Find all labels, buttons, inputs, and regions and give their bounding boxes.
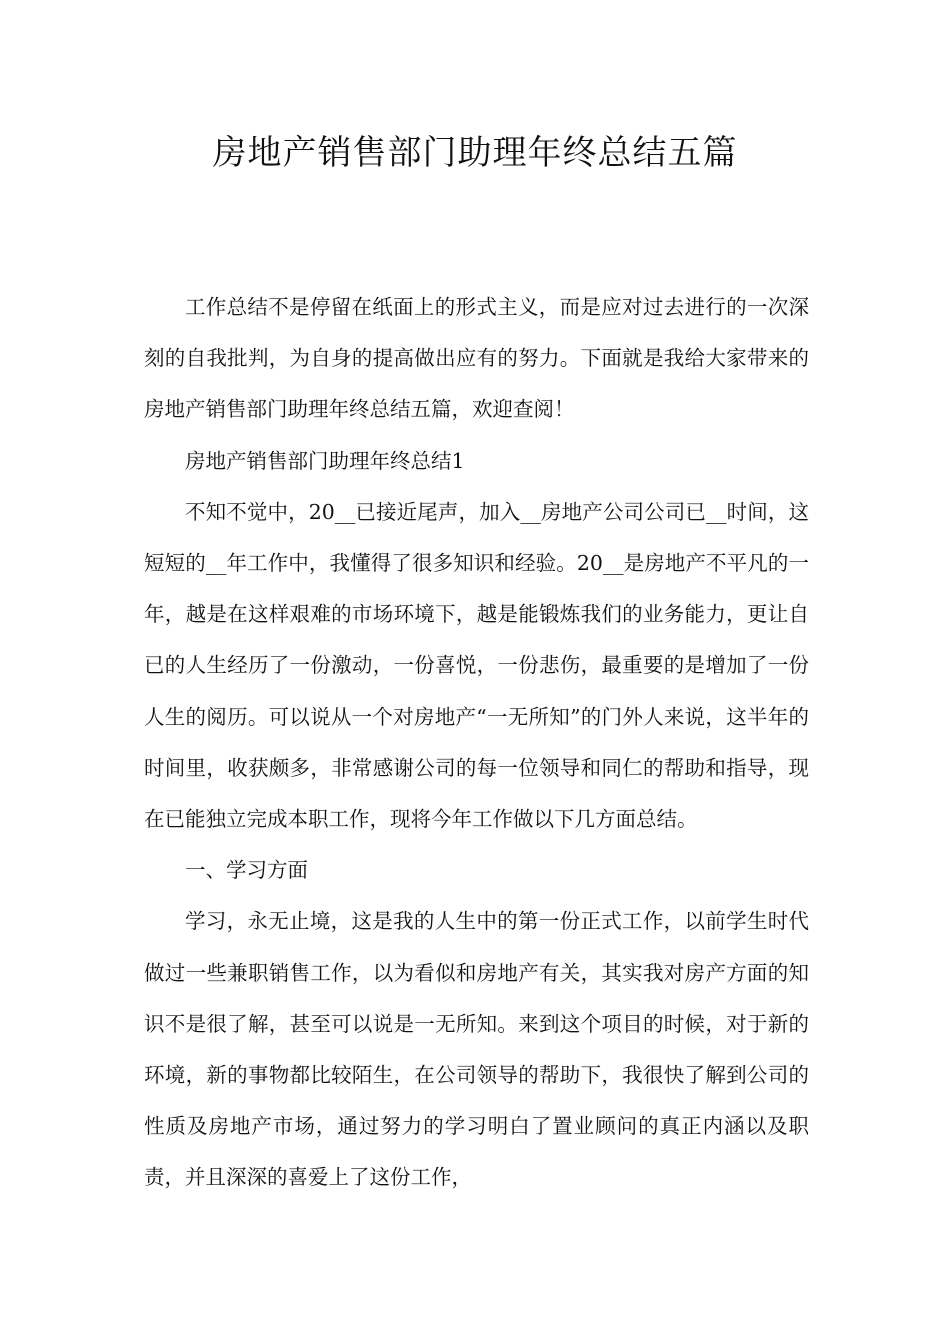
intro-paragraph: 工作总结不是停留在纸面上的形式主义，而是应对过去进行的一次深刻的自我批判，为自身的提高做出应有的努力。下面就是我给大家带来的房地产销售部门助理年终总结五篇，欢迎查阅！ [144, 295, 809, 422]
study-paragraph: 学习，永无止境，这是我的人生中的第一份正式工作，以前学生时代做过一些兼职销售工作，以为看似和房地产有关，其实我对房产方面的知识不是很了解，甚至可以说是一无所知。来到这个项目的时候，对于新的环境，新的事物都比较陌生，在公司领导的帮助下，我很快了解到公司的性质及房地产市场，通过努力的学习明白了置业顾问的真正内涵以及职责，并且深深的喜爱上了这份工作， [144, 909, 809, 1190]
section-heading-study: 一、学习方面 [185, 858, 308, 883]
summary-paragraph: 不知不觉中，20__已接近尾声，加入__房地产公司公司已__时间，这短短的__年工作中，我懂得了很多知识和经验。20__是房地产不平凡的一年，越是在这样艰难的市场环境下，越是能锻炼我们的业务能力，更让自已的人生经历了一份激动，一份喜悦，一份悲伤，最重要的是增加了一份人生的阅历。可以说从一个对房地产“一无所知”的门外人来说，这半年的时间里，收获颇多，非常感谢公司的每一位领导和同仁的帮助和指导，现在已能独立完成本职工作，现将今年工作做以下几方面总结。 [144, 499, 809, 832]
document-title: 房地产销售部门助理年终总结五篇 [212, 133, 738, 173]
section-heading-summary-1: 房地产销售部门助理年终总结1 [185, 448, 465, 473]
document-body [144, 282, 809, 1204]
